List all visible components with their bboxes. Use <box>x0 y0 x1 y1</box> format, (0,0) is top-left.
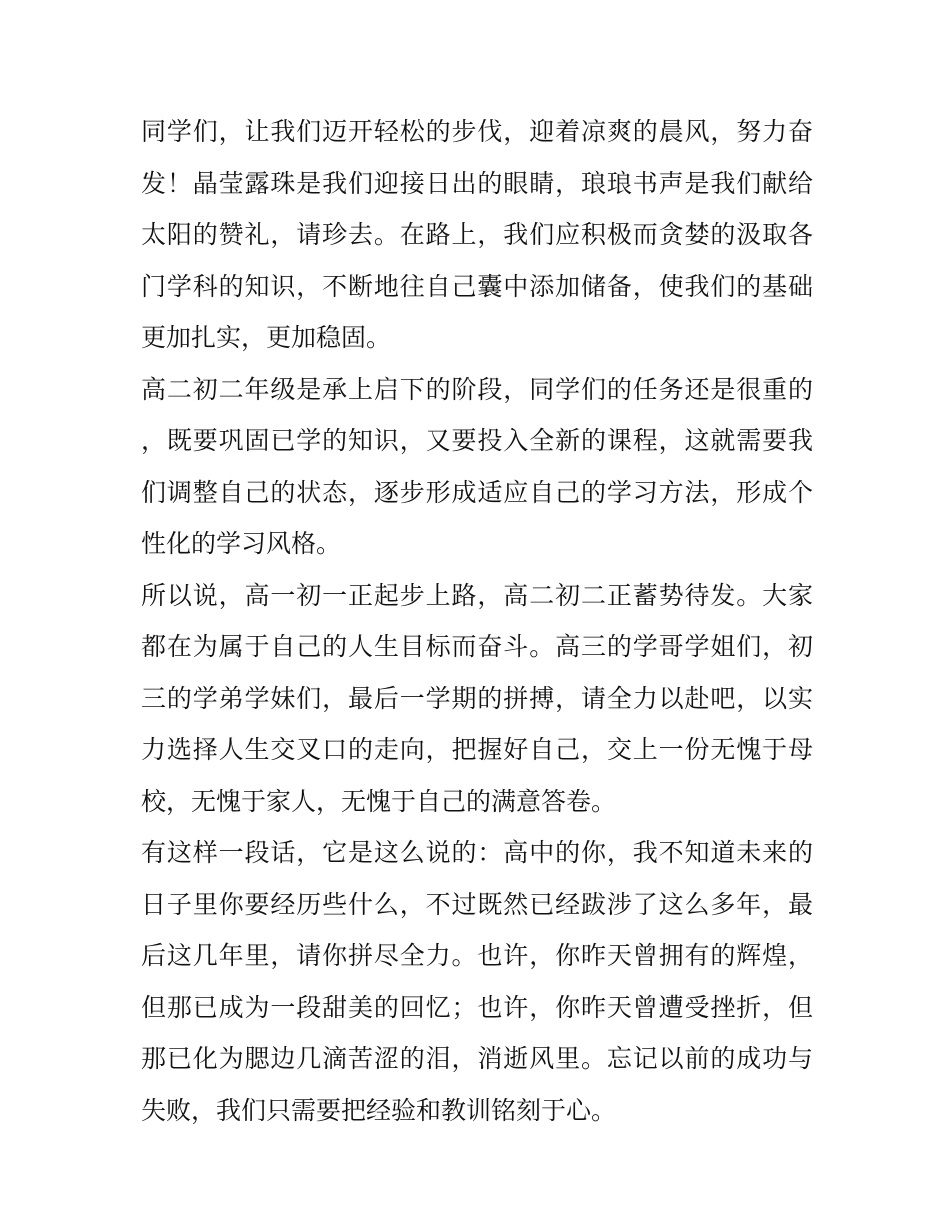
paragraph-1: 同学们，让我们迈开轻松的步伐，迎着凉爽的晨风，努力奋发！晶莹露珠是我们迎接日出的眼睛，琅琅书声是我们献给太阳的赞礼，请珍去。在路上，我们应积极而贪婪的汲取各门学科的知识，不断地往自己囊中添加储备，使我们的基础更加扎实，更加稳固。 <box>141 117 813 352</box>
document-body <box>141 106 813 1136</box>
paragraph-2: 高二初二年级是承上启下的阶段，同学们的任务还是很重的，既要巩固已学的知识，又要投入全新的课程，这就需要我们调整自己的状态，逐步形成适应自己的学习方法，形成个性化的学习风格。 <box>141 374 813 558</box>
paragraph-4: 有这样一段话，它是这么说的：高中的你，我不知道未来的日子里你要经历些什么，不过既然已经跋涉了这么多年，最后这几年里，请你拼尽全力。也许，你昨天曾拥有的辉煌，但那已成为一段甜美的回忆；也许，你昨天曾遭受挫折，但那已化为腮边几滴苦涩的泪，消逝风里。忘记以前的成功与失败，我们只需要把经验和教训铭刻于心。 <box>141 838 813 1125</box>
paragraph-3: 所以说，高一初一正起步上路，高二初二正蓄势待发。大家都在为属于自己的人生目标而奋斗。高三的学哥学姐们，初三的学弟学妹们，最后一学期的拼搏，请全力以赴吧，以实力选择人生交叉口的走向，把握好自己，交上一份无愧于母校，无愧于家人，无愧于自己的满意答卷。 <box>141 580 813 816</box>
